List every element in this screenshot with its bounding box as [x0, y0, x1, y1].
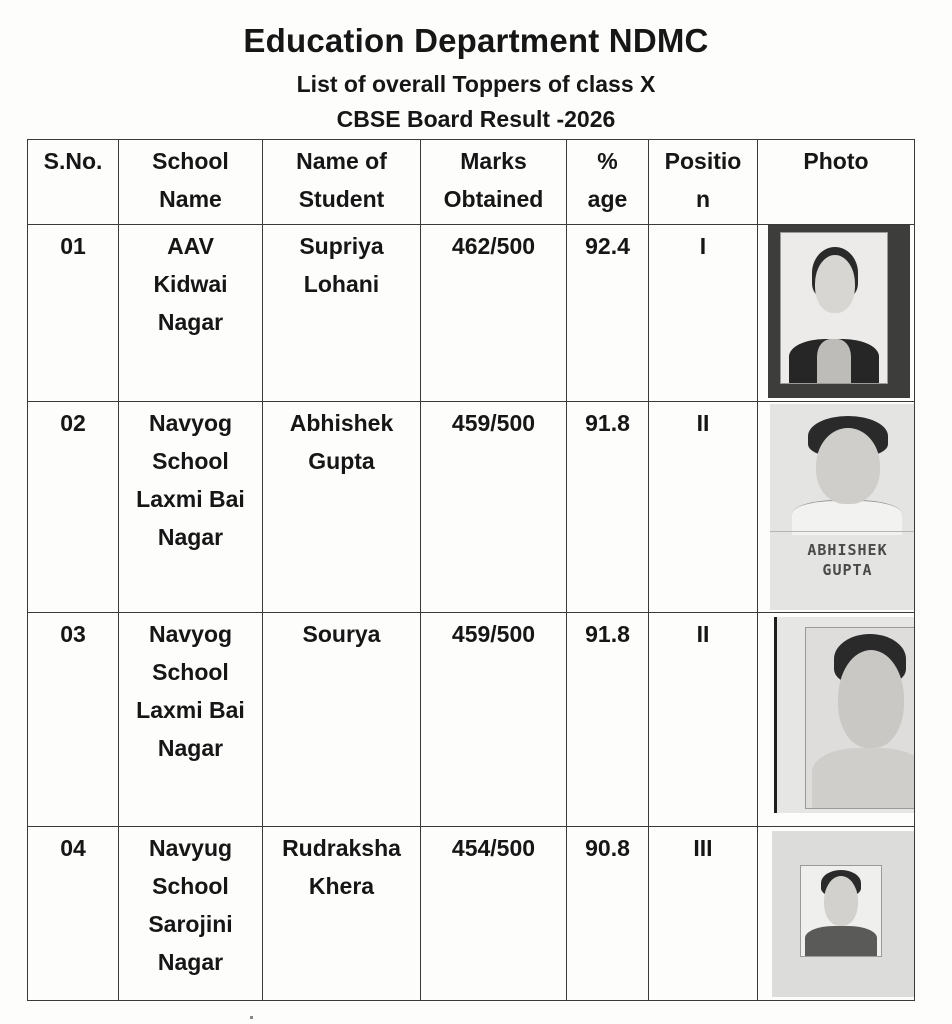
student-photo	[774, 617, 915, 813]
cell-school-name: AAV Kidwai Nagar	[119, 225, 263, 402]
cell-student-name: Rudraksha Khera	[263, 827, 421, 1001]
photo-caption: ABHISHEK GUPTA	[807, 541, 888, 579]
table-row	[28, 402, 915, 613]
cell-position: II	[649, 402, 758, 613]
table-row	[28, 613, 915, 827]
column-header-school-name: School Name	[119, 140, 263, 225]
student-photo	[768, 225, 910, 399]
cell-marks: 459/500	[421, 402, 567, 613]
cell-position: I	[649, 225, 758, 402]
column-header-percentage: % age	[567, 140, 649, 225]
cell-percentage: 92.4	[567, 225, 649, 402]
column-header-position: Positio n	[649, 140, 758, 225]
column-header-marks: Marks Obtained	[421, 140, 567, 225]
cell-sno: 04	[28, 827, 119, 1001]
document-subtitle: List of overall Toppers of class X	[296, 71, 656, 97]
cell-student-name: Sourya	[263, 613, 421, 827]
cell-photo	[758, 613, 915, 827]
cell-percentage: 90.8	[567, 827, 649, 1001]
cell-sno: 02	[28, 402, 119, 613]
scan-speck	[250, 1016, 253, 1019]
cell-position: III	[649, 827, 758, 1001]
cell-photo	[758, 827, 915, 1001]
table-row	[28, 827, 915, 1001]
cell-marks: 459/500	[421, 613, 567, 827]
cell-sno: 03	[28, 613, 119, 827]
cell-school-name: Navyug School Sarojini Nagar	[119, 827, 263, 1001]
column-header-sno: S.No.	[28, 140, 119, 225]
toppers-table	[27, 139, 915, 1001]
cell-school-name: Navyog School Laxmi Bai Nagar	[119, 613, 263, 827]
cell-marks: 462/500	[421, 225, 567, 402]
cell-percentage: 91.8	[567, 402, 649, 613]
cell-photo	[758, 402, 915, 613]
cell-photo	[758, 225, 915, 402]
cell-marks: 454/500	[421, 827, 567, 1001]
document-title: Education Department NDMC	[243, 22, 709, 59]
cell-percentage: 91.8	[567, 613, 649, 827]
table-row	[28, 225, 915, 402]
cell-sno: 01	[28, 225, 119, 402]
student-photo	[770, 404, 915, 610]
cell-student-name: Supriya Lohani	[263, 225, 421, 402]
cell-student-name: Abhishek Gupta	[263, 402, 421, 613]
cell-school-name: Navyog School Laxmi Bai Nagar	[119, 402, 263, 613]
column-header-photo: Photo	[758, 140, 915, 225]
board-result-title: CBSE Board Result -2026	[336, 106, 616, 132]
student-photo	[772, 831, 915, 997]
table-header-row	[28, 140, 915, 225]
cell-position: II	[649, 613, 758, 827]
column-header-student-name: Name of Student	[263, 140, 421, 225]
